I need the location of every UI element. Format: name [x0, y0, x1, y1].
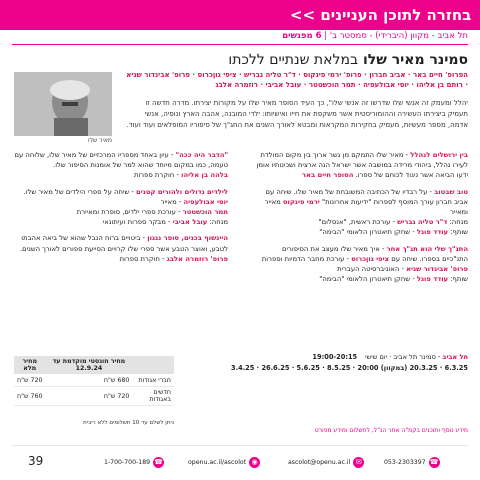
footer-phone[interactable] [384, 457, 440, 468]
table-row [14, 375, 174, 387]
breadcrumb-category: 6 מפגשים [282, 31, 322, 41]
footer-web[interactable] [188, 457, 260, 468]
schedule-location: תל אביב [442, 353, 468, 361]
back-to-contents-link[interactable]: בחזרה לתוכן העניינים >> [290, 6, 472, 24]
host-role: - מבקר ספרות ועיתונאי [102, 218, 173, 227]
session-speaker: ציפי גוןכרוס [351, 254, 390, 263]
session-host: עובל אביבי [172, 218, 208, 227]
schedule-time: 19:00-20:15 [312, 353, 358, 361]
footer-email[interactable] [288, 457, 364, 468]
session-item [14, 187, 228, 228]
price-row-label: חברי אגודות [132, 375, 174, 387]
portrait-photo [14, 72, 112, 136]
web-icon: ◉ [249, 457, 260, 468]
footer-phone2[interactable] [104, 457, 164, 468]
price-header-row [14, 356, 174, 375]
mail-icon: ✉ [353, 457, 364, 468]
session-speaker: בלהה בן אליהו [181, 171, 228, 180]
photo-caption: מאיר שלו [87, 137, 112, 144]
session-text: - מאיר שלו התמקם מן גשר ארוך בין מקום המולדת לעירו נהלל, ביהודי מרידה במושבה אשר ישראל הנה ארצית ושכינותיו אומן ידעו הביאה אשר ניגוד לכוחם של ספרו. [256, 151, 468, 180]
footer-web-text[interactable]: openu.ac.il/ascolot [188, 459, 247, 466]
speaker-role: - עורכת מחבר הדמיות וספרות [261, 254, 352, 263]
page-number: 39 [28, 454, 44, 468]
session-speaker: יוסי אבולעפיה [183, 197, 228, 206]
session-guest: עודד פוגל [416, 275, 449, 284]
session-title: בין ירושלים לנהלל [410, 151, 468, 159]
schedule-block [172, 352, 468, 373]
schedule-dates: 6.3.25 · 20.3.25 (במקוון) 20:00 · 8.5.25 · 5.6.25 · 26.6.25 · 3.4.25 [230, 363, 468, 372]
sessions-left-column [14, 150, 228, 270]
price-early: 680 ש"ח [46, 375, 133, 387]
host-role: - עורכת ראשית, "אנסלום" [318, 218, 398, 227]
host-label: מנחה: [447, 218, 468, 227]
lecturers-list: הפרופ' חיים באר · אביב חברון · פרופ' ירמי פינקוס · ד"ר טליה גבריש · ציפי גוןכרוס · פרופ' אבינדור שגיא · רותם בן אליהו · יוסי אבולעפיה · תמר הוכשטטר · עובל אביבי · רוזמרה אלבג [126, 71, 468, 90]
schedule-location-sep: - סמינר תל אביב · [387, 353, 443, 361]
phone-icon: ☎ [154, 458, 163, 466]
guest-label: שותף: [448, 275, 468, 284]
session-speaker: ירמי פינקוס [282, 197, 320, 206]
phone-icon: ☎ [429, 458, 439, 466]
schedule-row [172, 352, 468, 363]
table-row [14, 387, 174, 406]
header-divider [12, 44, 468, 45]
session-speaker: פרופ' אבינדור שגיא [406, 264, 468, 273]
session-title: טוב שבטוב [434, 187, 468, 196]
session-item [14, 150, 228, 181]
breadcrumb-city: תל אביב - מקוון (היברידי) - סמסטר ב' | [324, 31, 468, 41]
footer-phone-text[interactable]: 053-2303397 [384, 459, 426, 466]
session-text: - עיון באחד מספריו המרכזיים של מאיר שלו, שלוחה עם טעמה, כמו במקום מיוחד שהוא למר של אומנות הסיפור שלו. [14, 151, 228, 170]
speaker-role: - חוקרת ספרות [133, 171, 182, 180]
session-speaker: תמר הוכשטטר [182, 207, 228, 216]
back-to-contents-banner[interactable] [0, 0, 480, 30]
speaker-role: - מאייר [160, 197, 184, 206]
session-item [254, 150, 468, 181]
session-text: - ביטויים ברוח הנבל שהוא של ביאה אהבתו לטבע, ואוצר הטבע אשר ספרי שלו קרויים הסייעת ספורים לאורך השנים. [19, 234, 228, 253]
footer-divider [12, 445, 468, 446]
session-title: "הדבר היה ככה" [175, 151, 228, 159]
footer-email-text[interactable]: ascolot@openu.ac.il [288, 459, 351, 466]
schedule-day: יום שישי [365, 353, 388, 361]
session-item [254, 187, 468, 238]
session-title: התנ"ך שלי הוא תנ"ך אחר [386, 244, 468, 253]
speaker-role: - האוניברסיטה העברית [337, 264, 407, 273]
guest-label: שותף: [448, 228, 468, 237]
title-bold: סמינר מאיר שלו [362, 52, 468, 68]
price-early: 720 ש"ח [46, 387, 133, 406]
price-full: 760 ש"ח [14, 387, 46, 406]
sessions-right-column [254, 150, 468, 290]
page-title [228, 52, 468, 68]
session-item [14, 233, 228, 264]
price-early-header: מחיר חוגסטי מוקדמת עד 12.9.24 [46, 356, 133, 375]
price-full-header: מחיר מלא [14, 356, 46, 375]
host-label: מנחה: [207, 218, 228, 227]
more-info-link[interactable]: מידע נוסף ותוכנים בקמ"ה אתר הנ"ל, לתשלום ומידע מפורט [314, 427, 468, 434]
session-guest: עודד פוגל [416, 228, 449, 237]
price-note: ניתן לשלם עד 10 תשלומים ללא ריבית [83, 420, 174, 426]
speaker-role: - עורכת ספרי ילדים, סופרת ומאיירת [76, 207, 183, 216]
schedule-location-wrap [365, 352, 468, 363]
intro-paragraph: יהלל ומעמק זה אנשי שלו שדרשו זה אנשי שלו", כך העיד הסופר מאיר שלו על מקורות יצירתו. מדרה חדשה זו תעמיק ביצירתו העשירה וההומוריסטית אשר משקפת את חייו ואישיותו: ילדי המובנה, אהבה הארץ ונופיה, אנשי אדמה, מספר מעשיות, מעמיק בחקירות המקראות ומבטא לאורך השנים את החג"ך של סיפוריו המופלאים ועוד ועוד. [126, 99, 468, 129]
session-speaker: הסופר חיים באר [301, 171, 354, 180]
session-item [254, 244, 468, 285]
session-title: לילדים גדולים ולהורים קטנים [136, 187, 228, 196]
footer-phone2-text[interactable]: 1-700-700-189 [104, 459, 151, 466]
session-text: - איך מאיר שלו מעצב את הסיפורים התנ"כיים בספרו. שיחה עם [282, 244, 468, 263]
session-title: היינשוף בכנים, סופר נגנון [147, 234, 228, 243]
title-rest: במלאת שנתיים ללכתו [228, 52, 359, 68]
price-label-header [132, 356, 174, 375]
session-host: ד"ר טליה גבריש [397, 218, 448, 227]
session-speaker: פרופ' רוזמרה אלבג [166, 254, 228, 263]
session-text: - שיחה על ספרי הילדים של מאיר שלו. [23, 187, 137, 196]
guest-role: - שחקן תיאטרון הלאומי "הבימה" [319, 275, 417, 284]
price-full: 720 ש"ח [14, 375, 46, 387]
guest-role: - שחקן תיאטרון הלאומי "הבימה" [319, 228, 417, 237]
price-row-label: חדשים באגודות [132, 387, 174, 406]
price-table [14, 356, 174, 406]
breadcrumb [282, 31, 468, 41]
session-text: - על רבדיו של הכתיבה המשובחת של מאיר שלו. שיחה עם אביב חברון עורך המוסף לספרות "ידיעות אחרונות" [265, 187, 468, 206]
speaker-role: - חוקרת ספרות [119, 254, 167, 263]
speaker-role: מאייר ומאייר [264, 197, 468, 216]
